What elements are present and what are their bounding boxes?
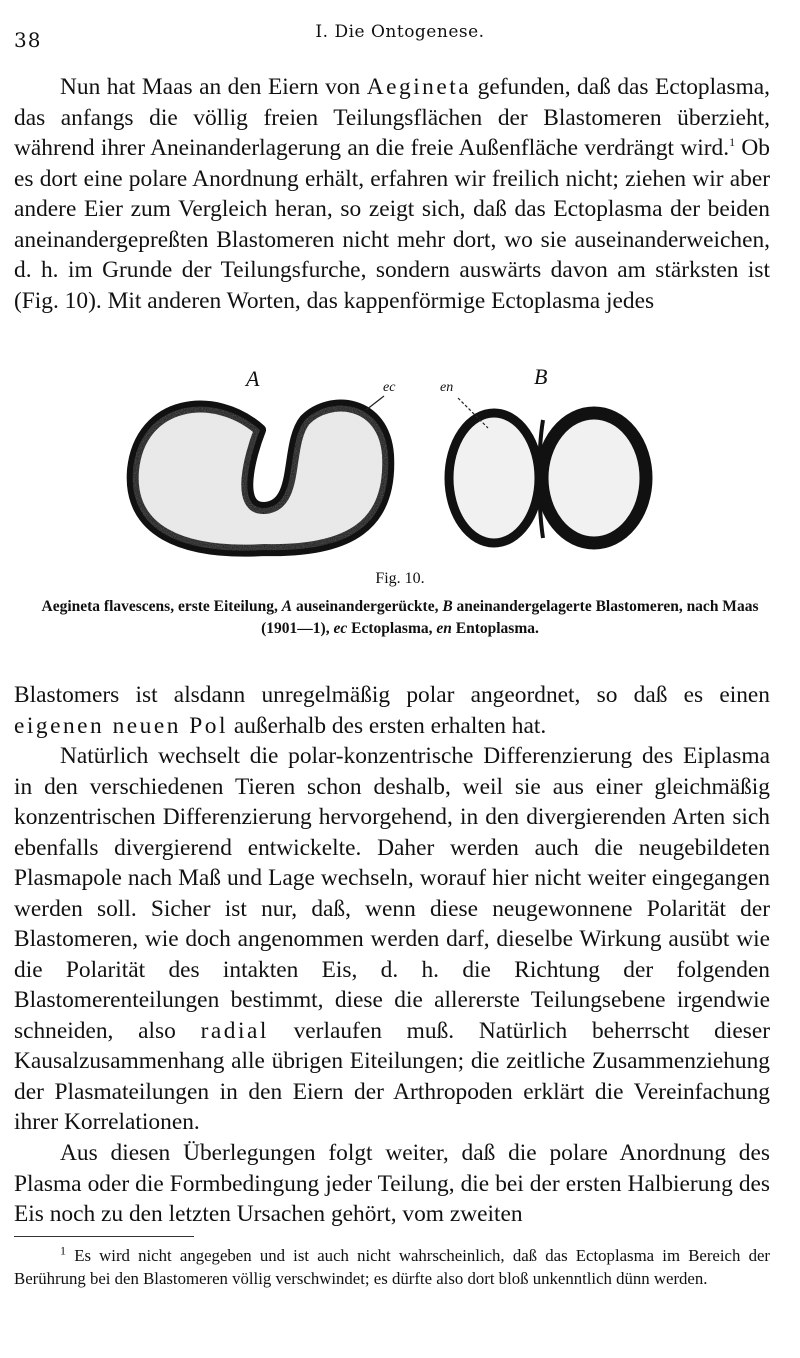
figure-b-blastomeres [449, 413, 646, 543]
text-span: verlaufen muß. Natürlich beherrscht dieser Kausalzusammenhang alle übrigen Eiteilungen; die zeitliche Zusammenziehung der Plasmateilungen in den Eiern der Arthropoden erklärt die Vereinfachung ihrer Korrelationen. [14, 1017, 771, 1135]
text-span: außerhalb des ersten erhalten hat. [227, 712, 547, 739]
paragraph-4: Aus diesen Überlegungen folgt weiter, daß die polare Anordnung des Plasma oder die Formbedingung jeder Teilung, die bei der ersten Halbierung des Eis noch zu den letzten Ursachen gehört, vom zweiten [14, 1140, 770, 1227]
figure-caption [30, 596, 770, 640]
paragraph-1 [14, 72, 770, 316]
caption-ref: en [436, 620, 452, 637]
caption-text: auseinandergerückte, [292, 598, 443, 615]
footnote-marker[interactable]: 1 [729, 135, 736, 150]
figure-label-a: A [246, 366, 260, 391]
footnote-number: 1 [60, 1243, 66, 1258]
paragraph-2 [14, 680, 770, 741]
emphasis-text: radial [200, 1017, 269, 1044]
figure-label-ec: ec [383, 380, 396, 395]
footnote [14, 1244, 770, 1290]
running-head: I. Die Ontogenese. [315, 22, 485, 42]
figure-a-blastomeres [133, 406, 389, 551]
footnote-divider [14, 1236, 194, 1237]
text-span: Natürlich wechselt die polar-konzentrische Differenzierung des Eiplasma in den verschiedenen Tieren schon deshalb, weil sie aus einer gleichmäßig konzentrischen Differenzierung hervorgehend, in den divergierenden Arten sich ebenfalls divergierend entwickelte. Daher werden auch die neugebildeten Plasmapole nach Maß und Lage wechseln, worauf hier nicht weiter eingegangen werden soll. Sicher ist nur, daß, wenn diese neugewonnene Polarität der Blastomeren, wie doch angenommen werden darf, dieselbe Wirkung ausübt wie die Polarität des intakten Eis, d. h. die Richtung der folgenden Blastomerenteilungen bestimmt, diese die allererste Teilungsebene irgendwie schneiden, also [14, 743, 770, 1044]
figure-label-b: B [534, 364, 548, 389]
figure-title: Fig. 10. [375, 570, 425, 587]
ec-pointer-line [366, 396, 384, 410]
caption-text: Aegineta flavescens, erste Eiteilung, [41, 598, 282, 615]
emphasis-text: eigenen neuen Pol [14, 712, 228, 739]
figure-label-en: en [440, 380, 454, 395]
caption-text: Ectoplasma, [347, 620, 437, 637]
caption-text: Entoplasma. [451, 620, 539, 637]
paragraph-3 [14, 741, 770, 1138]
blastomere-illustration [0, 360, 800, 570]
text-span: Ob es dort eine polare Anordnung erhält, erfahren wir freilich nicht; ziehen wir aber andere Eier zum Vergleich heran, so zeigt sich, daß das Ectoplasma der beiden aneinandergepreßten Blastomeren nicht mehr dort, wo sie auseinanderweichen, d. h. im Grunde der Teilungsfurche, sondern auswärts davon am stärksten ist (Fig. 10). Mit anderen Worten, das kappenförmige Ectoplasma jedes [14, 135, 771, 314]
text-span: gefunden, daß das Ectoplasma, das anfangs die völlig freien Teilungsflächen der Blastomeren überzieht, während ihrer Aneinanderlagerung an die freie Außenfläche verdrängt wird. [14, 74, 771, 161]
text-span: Nun hat Maas an den Eiern von [60, 74, 367, 100]
caption-ref: ec [333, 620, 348, 637]
text-span: Blastomers ist alsdann unregelmäßig polar angeordnet, so daß es einen [14, 682, 770, 708]
page-number: 38 [14, 28, 42, 52]
caption-ref: B [442, 598, 453, 615]
footnote-text: Es wird nicht angegeben und ist auch nicht wahrscheinlich, daß das Ectoplasma im Bereich der Berührung bei den Blastomeren völlig verschwindet; es dürfte also dort bloß unkenntlich dünn werden. [14, 1246, 770, 1288]
caption-text: aneinandergelagerte Blastomeren, nach Maas (1901—1), [261, 598, 759, 637]
caption-ref: A [281, 598, 293, 615]
genus-name: Aegineta [366, 74, 472, 100]
